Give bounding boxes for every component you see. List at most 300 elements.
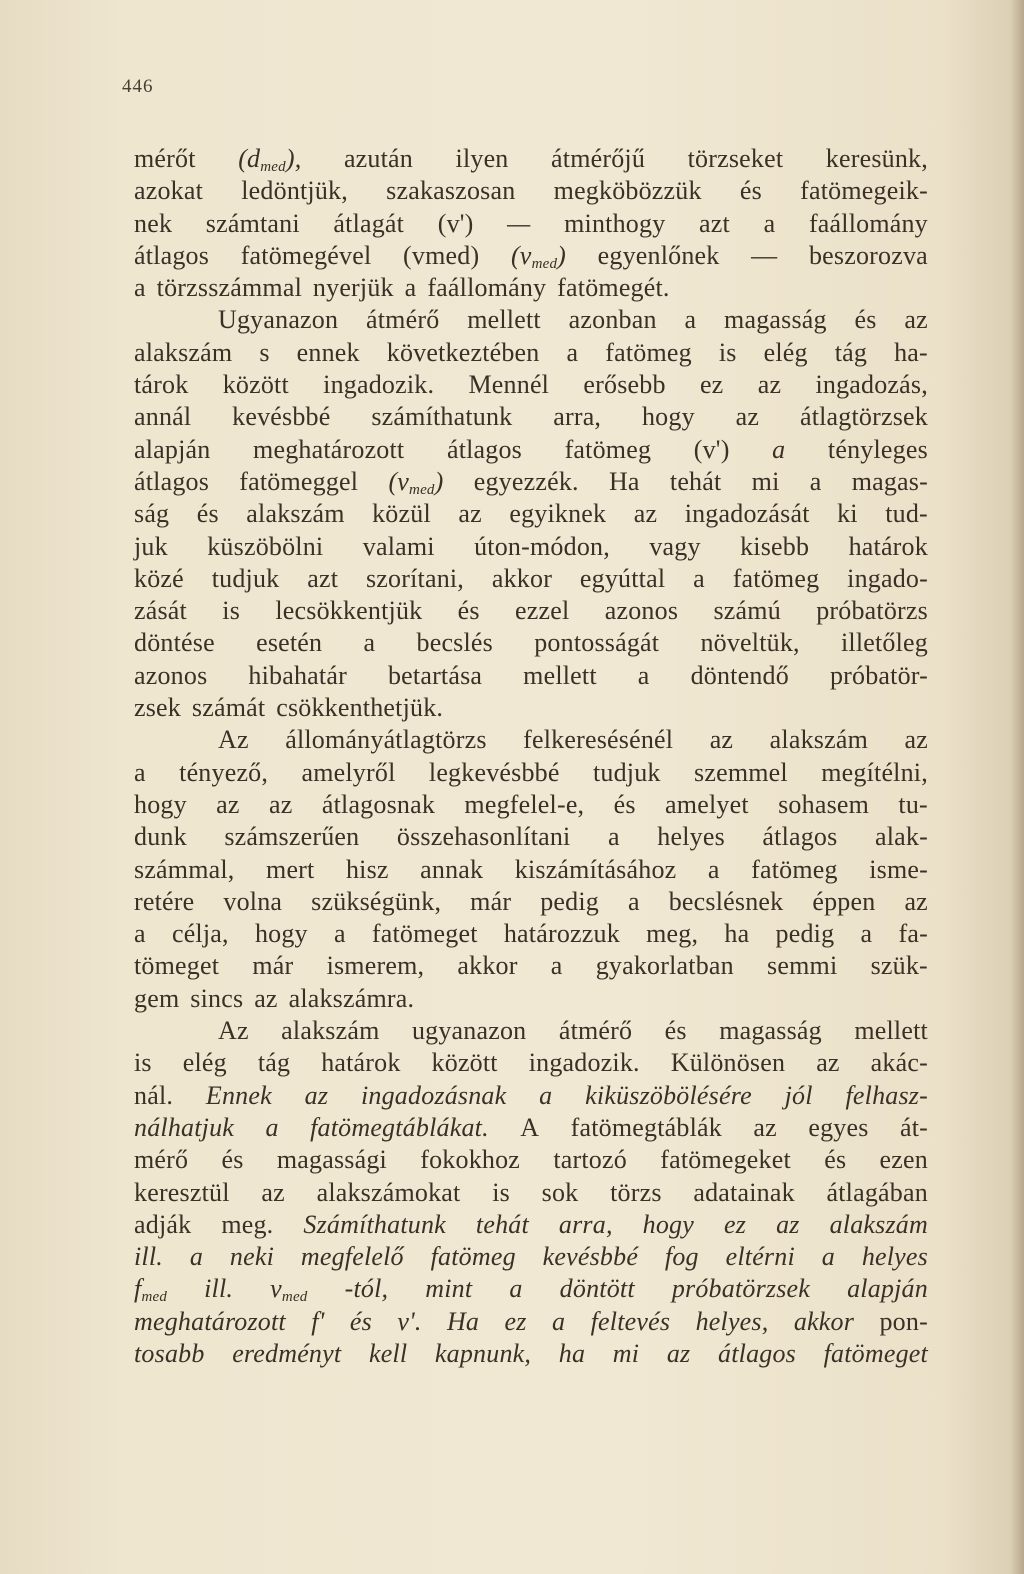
word: már	[252, 951, 294, 981]
word: mint	[425, 1274, 473, 1304]
word: ingadozás,	[815, 370, 928, 400]
word: ingado-	[847, 563, 928, 593]
word: sohasem	[778, 789, 870, 819]
word: -tól,	[344, 1274, 389, 1304]
page-number: 446	[122, 76, 154, 97]
text-line	[134, 369, 928, 401]
word: amelyet	[665, 789, 749, 819]
word: határok	[848, 531, 928, 561]
word: lecsökkentjük	[275, 596, 423, 626]
word: kevésbbé	[542, 1242, 639, 1272]
word: ha	[558, 1338, 586, 1368]
text-line	[134, 563, 928, 595]
word: ezen	[879, 1145, 928, 1175]
word: azután	[343, 144, 413, 173]
word: ez	[699, 370, 724, 400]
word: helyes,	[695, 1306, 769, 1336]
word: között	[222, 370, 289, 400]
word: és	[664, 1016, 687, 1046]
word: feltevés	[590, 1306, 671, 1336]
word: és	[739, 176, 762, 206]
word: a	[134, 273, 146, 303]
word: alakszámra.	[288, 983, 415, 1013]
word: gem	[134, 983, 180, 1013]
word: a	[763, 208, 776, 238]
word: gyakorlatban	[595, 951, 734, 981]
word: fatömeg	[732, 563, 820, 593]
word: próbatörzsek	[671, 1274, 811, 1304]
word: Ennek	[205, 1080, 272, 1110]
word: annak	[420, 854, 484, 884]
word: törzs	[610, 1177, 662, 1207]
word: fatömeget	[823, 1338, 928, 1368]
text-line	[134, 337, 928, 369]
word: az	[254, 983, 278, 1013]
word: fatömegét.	[557, 273, 670, 303]
word: ledöntjük,	[241, 176, 348, 206]
word: az	[666, 1338, 691, 1368]
word: elég	[763, 337, 808, 367]
word: tudjuk	[211, 563, 280, 593]
word: egyenlőnek	[597, 240, 720, 270]
word: tartozó	[553, 1145, 627, 1175]
word: hisz	[345, 854, 389, 884]
text-line	[134, 1144, 928, 1176]
word: a	[566, 337, 579, 367]
word: fa-	[898, 919, 928, 949]
word: volna	[223, 886, 283, 916]
word: átlagos	[446, 434, 522, 464]
word: döntendő	[690, 660, 789, 690]
word: következtében	[386, 337, 540, 367]
word: alak-	[874, 822, 928, 852]
word: alapján	[134, 434, 211, 464]
word: átlagtörzsek	[799, 402, 928, 432]
text-line	[134, 1273, 928, 1305]
word: hogy	[134, 789, 187, 819]
word: a	[134, 919, 146, 949]
word: és	[349, 1306, 372, 1336]
word: a	[265, 1112, 279, 1142]
word: megítélni,	[821, 757, 928, 787]
word: a	[821, 1242, 835, 1272]
word: nálhatjuk	[134, 1112, 235, 1142]
word: tág	[834, 337, 868, 367]
word: alakszám	[769, 725, 868, 755]
word: mérőt	[134, 144, 196, 173]
word: döntött	[559, 1274, 635, 1304]
word: mi	[751, 466, 780, 496]
word: betartása	[387, 660, 483, 690]
word: azonban	[568, 305, 657, 335]
word: az	[709, 725, 734, 755]
word: döntése	[134, 628, 215, 658]
word: akkor	[457, 951, 518, 981]
word: az	[904, 886, 928, 916]
word: alapján	[847, 1274, 928, 1304]
word: számmal,	[134, 854, 235, 884]
word: az	[633, 499, 658, 529]
word: a	[693, 563, 705, 593]
text-line	[134, 466, 928, 498]
text-line	[134, 143, 928, 175]
word: (vmed)	[403, 240, 480, 270]
word: átmérő	[558, 1016, 633, 1046]
word: és	[824, 1145, 847, 1175]
word: tömeget	[134, 951, 220, 981]
word: mert	[266, 854, 315, 884]
word: közé	[134, 563, 184, 593]
word: erősebb	[583, 370, 666, 400]
word: az	[776, 1209, 800, 1239]
word: alakszám	[829, 1209, 928, 1239]
word: beszorozva	[808, 240, 928, 270]
word: szük-	[870, 951, 928, 981]
word: $(v_{med})$	[510, 240, 567, 272]
word: fatömeget	[371, 919, 478, 949]
text-line	[134, 304, 928, 336]
word: minthogy	[564, 208, 666, 238]
text-line	[134, 1338, 928, 1370]
word: isme-	[869, 854, 928, 884]
word: hogy	[642, 1209, 694, 1239]
word: felhasz-	[845, 1080, 928, 1110]
word: faállomány	[427, 273, 547, 303]
word: szemmel	[694, 757, 788, 787]
word: mérő	[134, 1145, 189, 1175]
word: zását	[134, 596, 187, 626]
word: esetén	[256, 628, 323, 658]
word: a	[134, 757, 146, 787]
text-line	[134, 1177, 928, 1209]
word: az	[458, 499, 482, 529]
word: valami	[362, 531, 435, 561]
text-line	[134, 208, 928, 240]
word: átlagos	[134, 466, 210, 496]
word: a	[333, 919, 346, 949]
word: A	[520, 1112, 540, 1142]
text-line	[134, 240, 928, 272]
text-line	[134, 692, 928, 724]
word: pedig	[775, 919, 835, 949]
word: Különösen	[670, 1048, 786, 1078]
word: számtani	[205, 208, 300, 238]
text-line	[134, 1112, 928, 1144]
word: jól	[784, 1080, 813, 1110]
text-line	[134, 498, 928, 530]
word: meg,	[646, 919, 699, 949]
word: tehát	[475, 1209, 529, 1239]
word: $(d_{med})$,	[238, 144, 302, 175]
word: az	[757, 370, 782, 400]
word: megfelelő	[300, 1242, 404, 1272]
word: eltérni	[725, 1242, 795, 1272]
word: arra,	[558, 1209, 613, 1239]
word: ennek	[296, 337, 360, 367]
word: átlagos	[762, 822, 838, 852]
text-line	[134, 950, 928, 982]
word: annál	[134, 402, 192, 432]
word: hogy	[254, 919, 308, 949]
word: célja,	[171, 919, 229, 949]
word: tehát	[669, 466, 722, 496]
word: tág	[257, 1048, 291, 1078]
word: pedig	[540, 886, 599, 916]
word: a	[404, 273, 417, 303]
word: és	[196, 499, 219, 529]
word: és	[457, 596, 480, 626]
word: retére	[134, 886, 195, 916]
word: ingadozását	[684, 499, 810, 529]
word: fatömegével	[240, 240, 372, 270]
word: akkor	[491, 563, 553, 593]
word: megköbözzük	[553, 176, 702, 206]
word: átmérőjű	[551, 144, 646, 173]
word: meg.	[221, 1209, 274, 1239]
word: fatömeg	[564, 434, 652, 464]
word: és	[613, 789, 636, 819]
word: a	[637, 660, 650, 690]
word: számú	[713, 596, 781, 626]
word: átlagos	[718, 1338, 796, 1368]
word: a	[509, 1274, 523, 1304]
text-line	[134, 1209, 928, 1241]
word: ez	[504, 1306, 527, 1336]
word: nál.	[134, 1080, 174, 1110]
word: magas-	[851, 466, 928, 496]
word: eredményt	[232, 1338, 342, 1368]
word: f'	[311, 1306, 325, 1336]
word: a	[772, 434, 786, 464]
word: $f_{med}$	[134, 1274, 168, 1306]
word: magasság	[719, 1016, 822, 1046]
word: törzsszámmal	[156, 273, 303, 303]
word: zsek	[134, 693, 181, 723]
word: ezzel	[515, 596, 570, 626]
word: alakszám	[281, 1016, 380, 1046]
word: is	[492, 1177, 510, 1207]
word: keresünk,	[825, 144, 928, 173]
word: Az	[218, 725, 249, 755]
word: fatömeggel	[239, 466, 359, 496]
word: szakaszosan	[386, 176, 516, 206]
word: átmérő	[366, 305, 440, 335]
word: fatömeg	[605, 337, 692, 367]
word: az	[753, 1112, 777, 1142]
word: az	[261, 1177, 285, 1207]
word: kapnunk,	[434, 1338, 532, 1368]
word: számát	[191, 693, 266, 723]
word: $(v_{med})$	[388, 466, 444, 498]
text-line	[134, 821, 928, 853]
word: semmi	[767, 951, 838, 981]
word: kisebb	[740, 531, 810, 561]
word: akkor	[793, 1306, 855, 1336]
word: is	[134, 1048, 152, 1078]
word: az	[216, 789, 240, 819]
word: az	[816, 1048, 840, 1078]
word: ingadozásnak	[360, 1080, 507, 1110]
word: azonos	[134, 660, 208, 690]
word: tosabb	[134, 1338, 205, 1368]
word: sincs	[190, 983, 244, 1013]
word: s	[259, 337, 270, 367]
word: adják	[134, 1209, 192, 1239]
word: faállomány	[808, 208, 928, 238]
word: a	[684, 305, 697, 335]
word: adatainak	[693, 1177, 795, 1207]
word: nyerjük	[312, 273, 394, 303]
text-line	[134, 757, 928, 789]
word: ingadozik.	[323, 370, 435, 400]
word: átlagosnak	[321, 789, 436, 819]
word: egyezzék.	[473, 466, 579, 496]
word: legkevésbbé	[428, 757, 560, 787]
word: —	[751, 240, 778, 270]
word: mi	[612, 1338, 640, 1368]
word: a	[539, 1080, 553, 1110]
word: fatömegtáblák	[570, 1112, 722, 1142]
word: juk	[134, 531, 168, 561]
word: becslésnek	[668, 886, 784, 916]
word: szorítani,	[365, 563, 465, 593]
word: ság	[134, 499, 170, 529]
word: —	[507, 208, 531, 238]
word: fatömegeket	[660, 1145, 791, 1175]
word: átlagát	[333, 208, 405, 238]
word: szükségünk,	[311, 886, 442, 916]
word: alakszámokat	[316, 1177, 461, 1207]
word: a	[363, 628, 376, 658]
word: átlagos	[134, 240, 210, 270]
word: elég	[182, 1048, 227, 1078]
text-line	[134, 854, 928, 886]
word: növeltük,	[700, 628, 800, 658]
word: becslés	[416, 628, 493, 658]
word: $v_{med}$	[270, 1274, 308, 1306]
text-line	[134, 434, 928, 466]
word: (v')	[437, 208, 474, 238]
text-line	[134, 627, 928, 659]
word: helyes	[861, 1242, 928, 1272]
word: határozzuk	[503, 919, 620, 949]
word: állományátlagtörzs	[285, 725, 487, 755]
word: ismerem,	[326, 951, 425, 981]
word: sok	[541, 1177, 579, 1207]
word: a	[627, 886, 640, 916]
word: a	[608, 822, 620, 852]
word: számszerűen	[224, 822, 360, 852]
word: éppen	[812, 886, 876, 916]
word: az	[304, 1080, 329, 1110]
word: dunk	[134, 822, 187, 852]
word: helyes	[657, 822, 725, 852]
text-line	[134, 175, 928, 207]
word: ha	[724, 919, 750, 949]
word: (v')	[693, 434, 730, 464]
text-line	[134, 789, 928, 821]
word: alakszám	[246, 499, 345, 529]
word: akác-	[870, 1048, 928, 1078]
word: egyiknek	[509, 499, 607, 529]
word: számíthatunk	[371, 402, 513, 432]
text-line	[134, 660, 928, 692]
word: a	[552, 1306, 566, 1336]
word: v'.	[397, 1306, 422, 1336]
word: fatömegtáblákat.	[310, 1112, 489, 1142]
word: a	[189, 1242, 204, 1272]
word: Mennél	[468, 370, 550, 400]
word: ill.	[204, 1274, 234, 1304]
text-line	[134, 1306, 928, 1338]
word: a	[707, 854, 720, 884]
word: Az	[218, 1016, 249, 1046]
word: mellett	[523, 660, 597, 690]
word: illetőleg	[841, 628, 928, 658]
word: úton-módon,	[474, 531, 610, 561]
word: keresztül	[134, 1177, 230, 1207]
word: mellett	[854, 1016, 928, 1046]
word: közül	[372, 499, 431, 529]
text-line	[134, 983, 928, 1015]
text-line	[134, 1080, 928, 1112]
word: alakszám	[134, 337, 233, 367]
word: között	[431, 1048, 498, 1078]
text-line	[134, 724, 928, 756]
word: kevésbbé	[232, 402, 331, 432]
word: tudjuk	[592, 757, 661, 787]
word: már	[470, 886, 512, 916]
word: ingadozik.	[528, 1048, 640, 1078]
text-line	[134, 531, 928, 563]
word: egyúttal	[579, 563, 666, 593]
word: Ugyanazon	[218, 305, 339, 335]
word: megfelel-e,	[464, 789, 585, 819]
word: neki	[229, 1242, 275, 1272]
word: ill.	[134, 1242, 163, 1272]
word: tényleges	[827, 434, 928, 464]
text-line	[134, 1047, 928, 1079]
word: próbatör-	[829, 660, 928, 690]
word: meghatározott	[134, 1306, 286, 1336]
text-line	[134, 918, 928, 950]
word: kiküszöbölésére	[585, 1080, 752, 1110]
word: Ha	[446, 1306, 480, 1336]
word: törzseket	[687, 144, 784, 173]
word: tényező,	[179, 757, 269, 787]
word: azt	[699, 208, 730, 238]
word: amelyről	[301, 757, 396, 787]
word: is	[222, 596, 241, 626]
word: határok	[321, 1048, 401, 1078]
page-edge-shadow	[1010, 0, 1024, 1574]
text-line	[134, 1241, 928, 1273]
word: hibahatár	[248, 660, 347, 690]
word: is	[718, 337, 737, 367]
word: kiszámításához	[514, 854, 677, 884]
text-line	[134, 595, 928, 627]
word: kell	[368, 1338, 408, 1368]
word: nek	[134, 208, 173, 238]
word: ugyanazon	[411, 1016, 527, 1046]
word: az	[904, 725, 928, 755]
word: átlagában	[826, 1177, 928, 1207]
text-line	[134, 1015, 928, 1047]
word: ki	[837, 499, 858, 529]
text-line	[134, 272, 928, 304]
word: fokokhoz	[420, 1145, 521, 1175]
word: vagy	[649, 531, 701, 561]
